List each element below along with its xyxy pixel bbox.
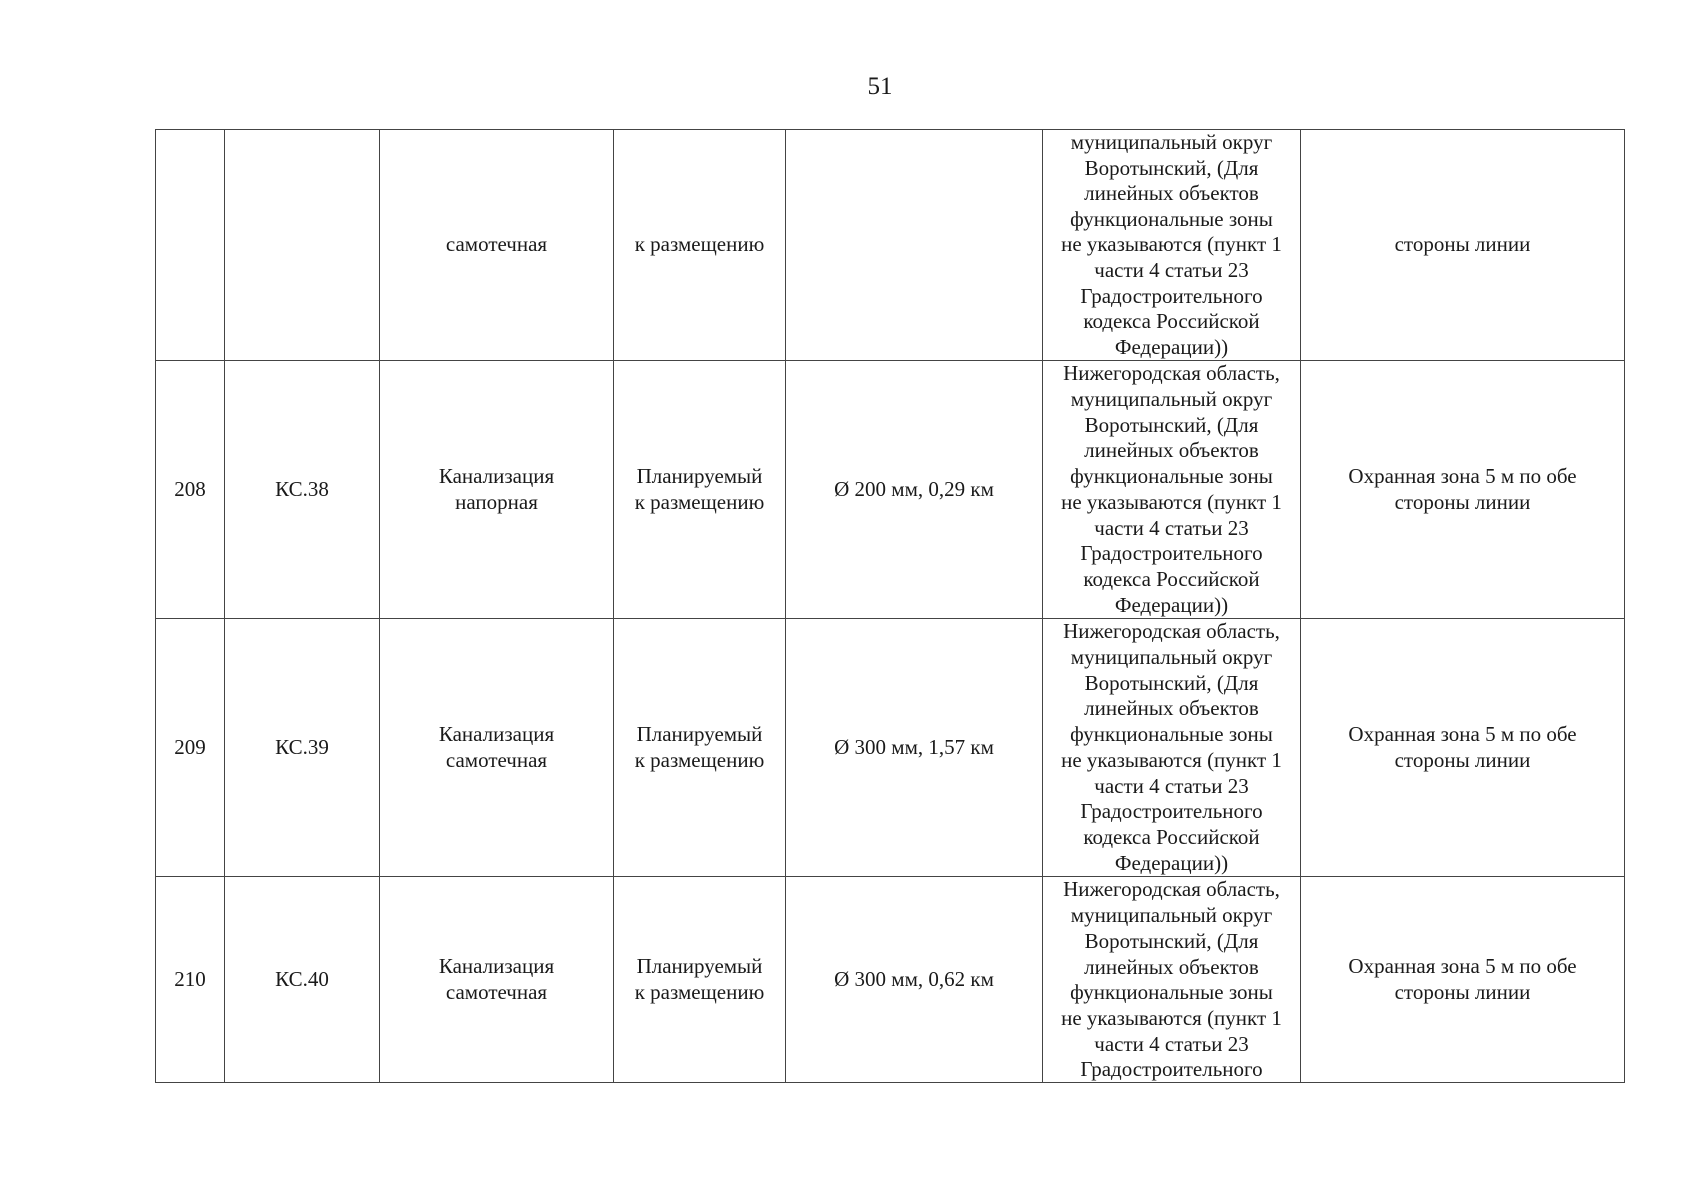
location-line: линейных объектов (1084, 438, 1259, 463)
cell-params: Ø 300 мм, 0,62 км (786, 877, 1043, 1083)
cell-status (614, 130, 786, 361)
location-line: Воротынский, (Для (1084, 412, 1259, 437)
location-line: Градостроительного (1080, 1057, 1263, 1082)
location-line: Федерации)) (1114, 850, 1229, 875)
table-row (156, 619, 1625, 877)
location-line: кодекса Российской (1083, 566, 1260, 591)
location-line: части 4 статьи 23 (1094, 515, 1249, 540)
cell-code (225, 130, 380, 361)
location-line: Градостроительного (1080, 283, 1263, 308)
location-line: Федерации)) (1114, 334, 1229, 359)
cell-type-line: Канализация (438, 464, 555, 489)
cell-zone-line: стороны линии (1394, 232, 1531, 257)
location-line: кодекса Российской (1083, 309, 1260, 334)
location-line: линейных объектов (1084, 954, 1259, 979)
cell-location-text (1047, 130, 1296, 360)
location-line: функциональные зоны (1070, 722, 1273, 747)
location-line: не указываются (пункт 1 (1061, 232, 1282, 257)
cell-zone (1301, 130, 1625, 361)
cell-location (1043, 361, 1301, 619)
cell-type-line: самотечная (445, 979, 548, 1004)
location-line: линейных объектов (1084, 181, 1259, 206)
location-line: кодекса Российской (1083, 825, 1260, 849)
cell-status-line: Планируемый (636, 722, 763, 747)
location-line: линейных объектов (1084, 696, 1259, 721)
cell-zone-line: Охранная зона 5 м по обе (1348, 464, 1577, 489)
cell-type-line: Канализация (438, 722, 555, 747)
cell-type (380, 877, 614, 1083)
cell-zone-line: Охранная зона 5 м по обе (1348, 722, 1577, 747)
location-line: Нижегородская область, (1063, 877, 1280, 902)
location-line: Нижегородская область, (1063, 619, 1280, 644)
location-line: не указываются (пункт 1 (1061, 1005, 1282, 1030)
cell-type (380, 130, 614, 361)
cell-zone (1301, 619, 1625, 877)
cell-status-line: к размещению (634, 747, 765, 772)
cell-params (786, 130, 1043, 361)
location-line: не указываются (пункт 1 (1061, 489, 1282, 514)
table-row (156, 877, 1625, 1083)
objects-table (155, 129, 1625, 1083)
cell-zone (1301, 877, 1625, 1083)
cell-params: Ø 300 мм, 1,57 км (786, 619, 1043, 877)
cell-code: КС.38 (225, 361, 380, 619)
cell-number: 209 (156, 619, 225, 877)
location-line: муниципальный округ (1070, 130, 1273, 154)
cell-zone-line: стороны линии (1394, 489, 1531, 514)
cell-location (1043, 877, 1301, 1083)
cell-status (614, 361, 786, 619)
cell-status-line: Планируемый (636, 464, 763, 489)
cell-location-text (1047, 361, 1296, 618)
location-line: части 4 статьи 23 (1094, 1031, 1249, 1056)
cell-type (380, 361, 614, 619)
cell-code: КС.40 (225, 877, 380, 1083)
cell-number: 210 (156, 877, 225, 1083)
page-number: 51 (867, 73, 893, 100)
cell-status-line: к размещению (634, 489, 765, 514)
cell-type-line: напорная (455, 489, 538, 514)
cell-location-text (1047, 619, 1296, 876)
table-row (156, 361, 1625, 619)
cell-code: КС.39 (225, 619, 380, 877)
cell-zone-line: стороны линии (1394, 747, 1531, 772)
location-line: функциональные зоны (1070, 464, 1273, 489)
cell-zone (1301, 361, 1625, 619)
cell-location (1043, 619, 1301, 877)
cell-status-line: к размещению (634, 979, 765, 1004)
location-line: функциональные зоны (1070, 980, 1273, 1005)
location-line: муниципальный округ (1070, 387, 1273, 412)
location-line: муниципальный округ (1070, 645, 1273, 670)
location-line: Воротынский, (Для (1084, 670, 1259, 695)
table-row-continuation (156, 130, 1625, 361)
location-line: Градостроительного (1080, 799, 1263, 824)
location-line: не указываются (пункт 1 (1061, 747, 1282, 772)
location-line: Воротынский, (Для (1084, 155, 1259, 180)
location-line: части 4 статьи 23 (1094, 257, 1249, 282)
cell-location-text (1047, 877, 1296, 1082)
cell-status-line: Планируемый (636, 954, 763, 979)
cell-type-line: Канализация (438, 954, 555, 979)
location-line: части 4 статьи 23 (1094, 773, 1249, 798)
cell-number: 208 (156, 361, 225, 619)
location-line: Воротынский, (Для (1084, 928, 1259, 953)
location-line: Нижегородская область, (1063, 361, 1280, 386)
cell-params: Ø 200 мм, 0,29 км (786, 361, 1043, 619)
cell-status-line: к размещению (634, 232, 765, 257)
cell-type-line: самотечная (445, 747, 548, 772)
location-line: муниципальный округ (1070, 903, 1273, 928)
cell-number (156, 130, 225, 361)
location-line: функциональные зоны (1070, 206, 1273, 231)
cell-type (380, 619, 614, 877)
cell-zone-line: Охранная зона 5 м по обе (1348, 954, 1577, 979)
cell-status (614, 877, 786, 1083)
location-line: Федерации)) (1114, 592, 1229, 617)
cell-zone-line: стороны линии (1394, 979, 1531, 1004)
location-line: Градостроительного (1080, 541, 1263, 566)
cell-type-line: самотечная (445, 232, 548, 257)
cell-location (1043, 130, 1301, 361)
cell-status (614, 619, 786, 877)
